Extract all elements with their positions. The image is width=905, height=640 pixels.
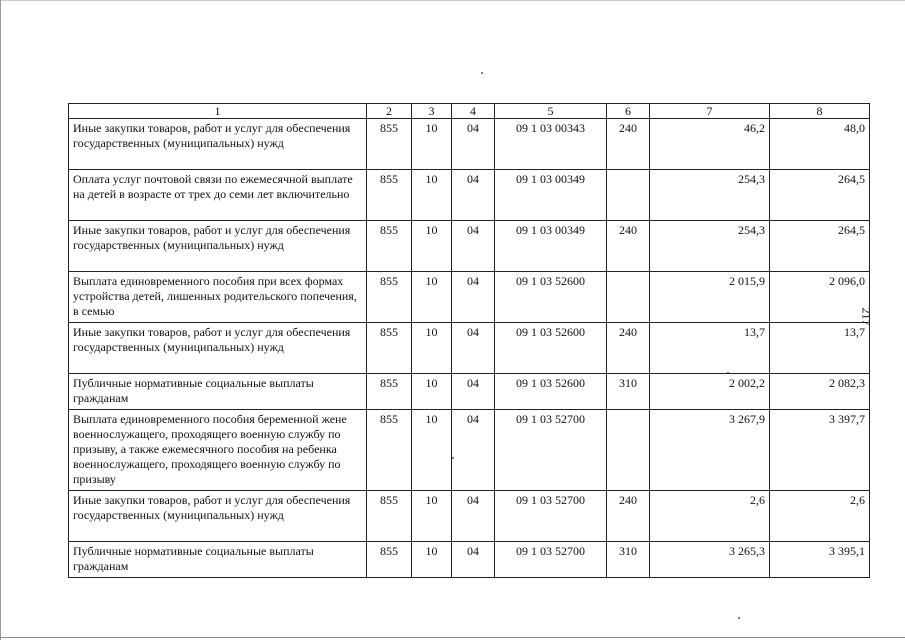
- cell-year1: 254,3: [650, 170, 770, 221]
- cell-year1: 2 002,2: [650, 374, 770, 410]
- cell-ved: 855: [367, 272, 412, 323]
- header-cell-rz: 3: [412, 104, 452, 119]
- cell-name: Иные закупки товаров, работ и услуг для обеспечения государственных (муниципальных) нужд: [69, 221, 367, 272]
- budget-table: [68, 103, 870, 578]
- cell-year1: 254,3: [650, 221, 770, 272]
- cell-pr: 04: [452, 221, 495, 272]
- cell-year1: 46,2: [650, 119, 770, 170]
- cell-year1: 3 267,9: [650, 410, 770, 491]
- table-row: [69, 170, 870, 221]
- table-row: [69, 374, 870, 410]
- cell-name: Выплата единовременного пособия беременной жене военнослужащего, проходящего военную службу по призыву, а также ежемесячного пособия на ребенка военнослужащего, проходящего военную службу по призыву: [69, 410, 367, 491]
- header-cell-name: 1: [69, 104, 367, 119]
- scan-speck: [738, 617, 740, 619]
- cell-vr: 310: [607, 374, 650, 410]
- cell-year2: 48,0: [770, 119, 870, 170]
- cell-rz: 10: [412, 272, 452, 323]
- cell-csr: 09 1 03 00349: [495, 221, 607, 272]
- cell-name: Выплата единовременного пособия при всех формах устройства детей, лишенных родительского попечения, в семью: [69, 272, 367, 323]
- cell-pr: 04: [452, 119, 495, 170]
- cell-year2: 2,6: [770, 491, 870, 542]
- cell-vr: 240: [607, 119, 650, 170]
- cell-name: Иные закупки товаров, работ и услуг для обеспечения государственных (муниципальных) нужд: [69, 119, 367, 170]
- cell-pr: 04: [452, 323, 495, 374]
- header-row: [69, 104, 870, 119]
- cell-rz: 10: [412, 374, 452, 410]
- cell-csr: 09 1 03 52600: [495, 374, 607, 410]
- cell-rz: 10: [412, 221, 452, 272]
- scan-border-bottom: [0, 637, 905, 638]
- cell-year2: 264,5: [770, 170, 870, 221]
- cell-ved: 855: [367, 221, 412, 272]
- cell-pr: 04: [452, 491, 495, 542]
- cell-year1: 2 015,9: [650, 272, 770, 323]
- cell-ved: 855: [367, 170, 412, 221]
- cell-name: Иные закупки товаров, работ и услуг для обеспечения государственных (муниципальных) нужд: [69, 323, 367, 374]
- cell-pr: 04: [452, 272, 495, 323]
- cell-year2: 13,7: [770, 323, 870, 374]
- cell-year2: 2 082,3: [770, 374, 870, 410]
- cell-vr: 240: [607, 323, 650, 374]
- scan-border-top: [0, 0, 905, 1]
- cell-name: Оплата услуг почтовой связи по ежемесячной выплате на детей в возрасте от трех до семи лет включительно: [69, 170, 367, 221]
- cell-pr: 04: [452, 374, 495, 410]
- cell-vr: [607, 410, 650, 491]
- table-row: [69, 542, 870, 578]
- cell-name: Публичные нормативные социальные выплаты гражданам: [69, 542, 367, 578]
- table-row: [69, 491, 870, 542]
- table-row: [69, 119, 870, 170]
- cell-rz: 10: [412, 491, 452, 542]
- header-cell-vr: 6: [607, 104, 650, 119]
- cell-year1: 2,6: [650, 491, 770, 542]
- cell-rz: 10: [412, 323, 452, 374]
- page-number: 217: [859, 307, 874, 326]
- header-cell-pr: 4: [452, 104, 495, 119]
- cell-name: Иные закупки товаров, работ и услуг для обеспечения государственных (муниципальных) нужд: [69, 491, 367, 542]
- cell-rz: 10: [412, 119, 452, 170]
- table-row: [69, 323, 870, 374]
- cell-year2: 3 397,7: [770, 410, 870, 491]
- cell-ved: 855: [367, 491, 412, 542]
- header-cell-year2: 8: [770, 104, 870, 119]
- cell-rz: 10: [412, 410, 452, 491]
- cell-rz: 10: [412, 542, 452, 578]
- cell-year1: 13,7: [650, 323, 770, 374]
- cell-ved: 855: [367, 119, 412, 170]
- table-row: [69, 410, 870, 491]
- cell-year2: 264,5: [770, 221, 870, 272]
- cell-vr: 310: [607, 542, 650, 578]
- cell-ved: 855: [367, 374, 412, 410]
- cell-year2: 3 395,1: [770, 542, 870, 578]
- cell-vr: 240: [607, 221, 650, 272]
- table-row: [69, 221, 870, 272]
- cell-csr: 09 1 03 52700: [495, 410, 607, 491]
- scan-speck: [481, 72, 483, 74]
- cell-pr: 04: [452, 170, 495, 221]
- cell-csr: 09 1 03 52700: [495, 542, 607, 578]
- cell-year2: 2 096,0: [770, 272, 870, 323]
- cell-ved: 855: [367, 410, 412, 491]
- cell-csr: 09 1 03 00349: [495, 170, 607, 221]
- cell-csr: 09 1 03 52600: [495, 272, 607, 323]
- cell-name: Публичные нормативные социальные выплаты гражданам: [69, 374, 367, 410]
- cell-year1: 3 265,3: [650, 542, 770, 578]
- header-cell-year1: 7: [650, 104, 770, 119]
- table-row: [69, 272, 870, 323]
- cell-rz: 10: [412, 170, 452, 221]
- cell-vr: 240: [607, 491, 650, 542]
- cell-vr: [607, 170, 650, 221]
- cell-csr: 09 1 03 00343: [495, 119, 607, 170]
- cell-pr: 04: [452, 410, 495, 491]
- scan-border-left: [0, 0, 1, 640]
- cell-ved: 855: [367, 323, 412, 374]
- header-cell-ved: 2: [367, 104, 412, 119]
- cell-csr: 09 1 03 52600: [495, 323, 607, 374]
- cell-pr: 04: [452, 542, 495, 578]
- header-cell-csr: 5: [495, 104, 607, 119]
- cell-ved: 855: [367, 542, 412, 578]
- cell-vr: [607, 272, 650, 323]
- cell-csr: 09 1 03 52700: [495, 491, 607, 542]
